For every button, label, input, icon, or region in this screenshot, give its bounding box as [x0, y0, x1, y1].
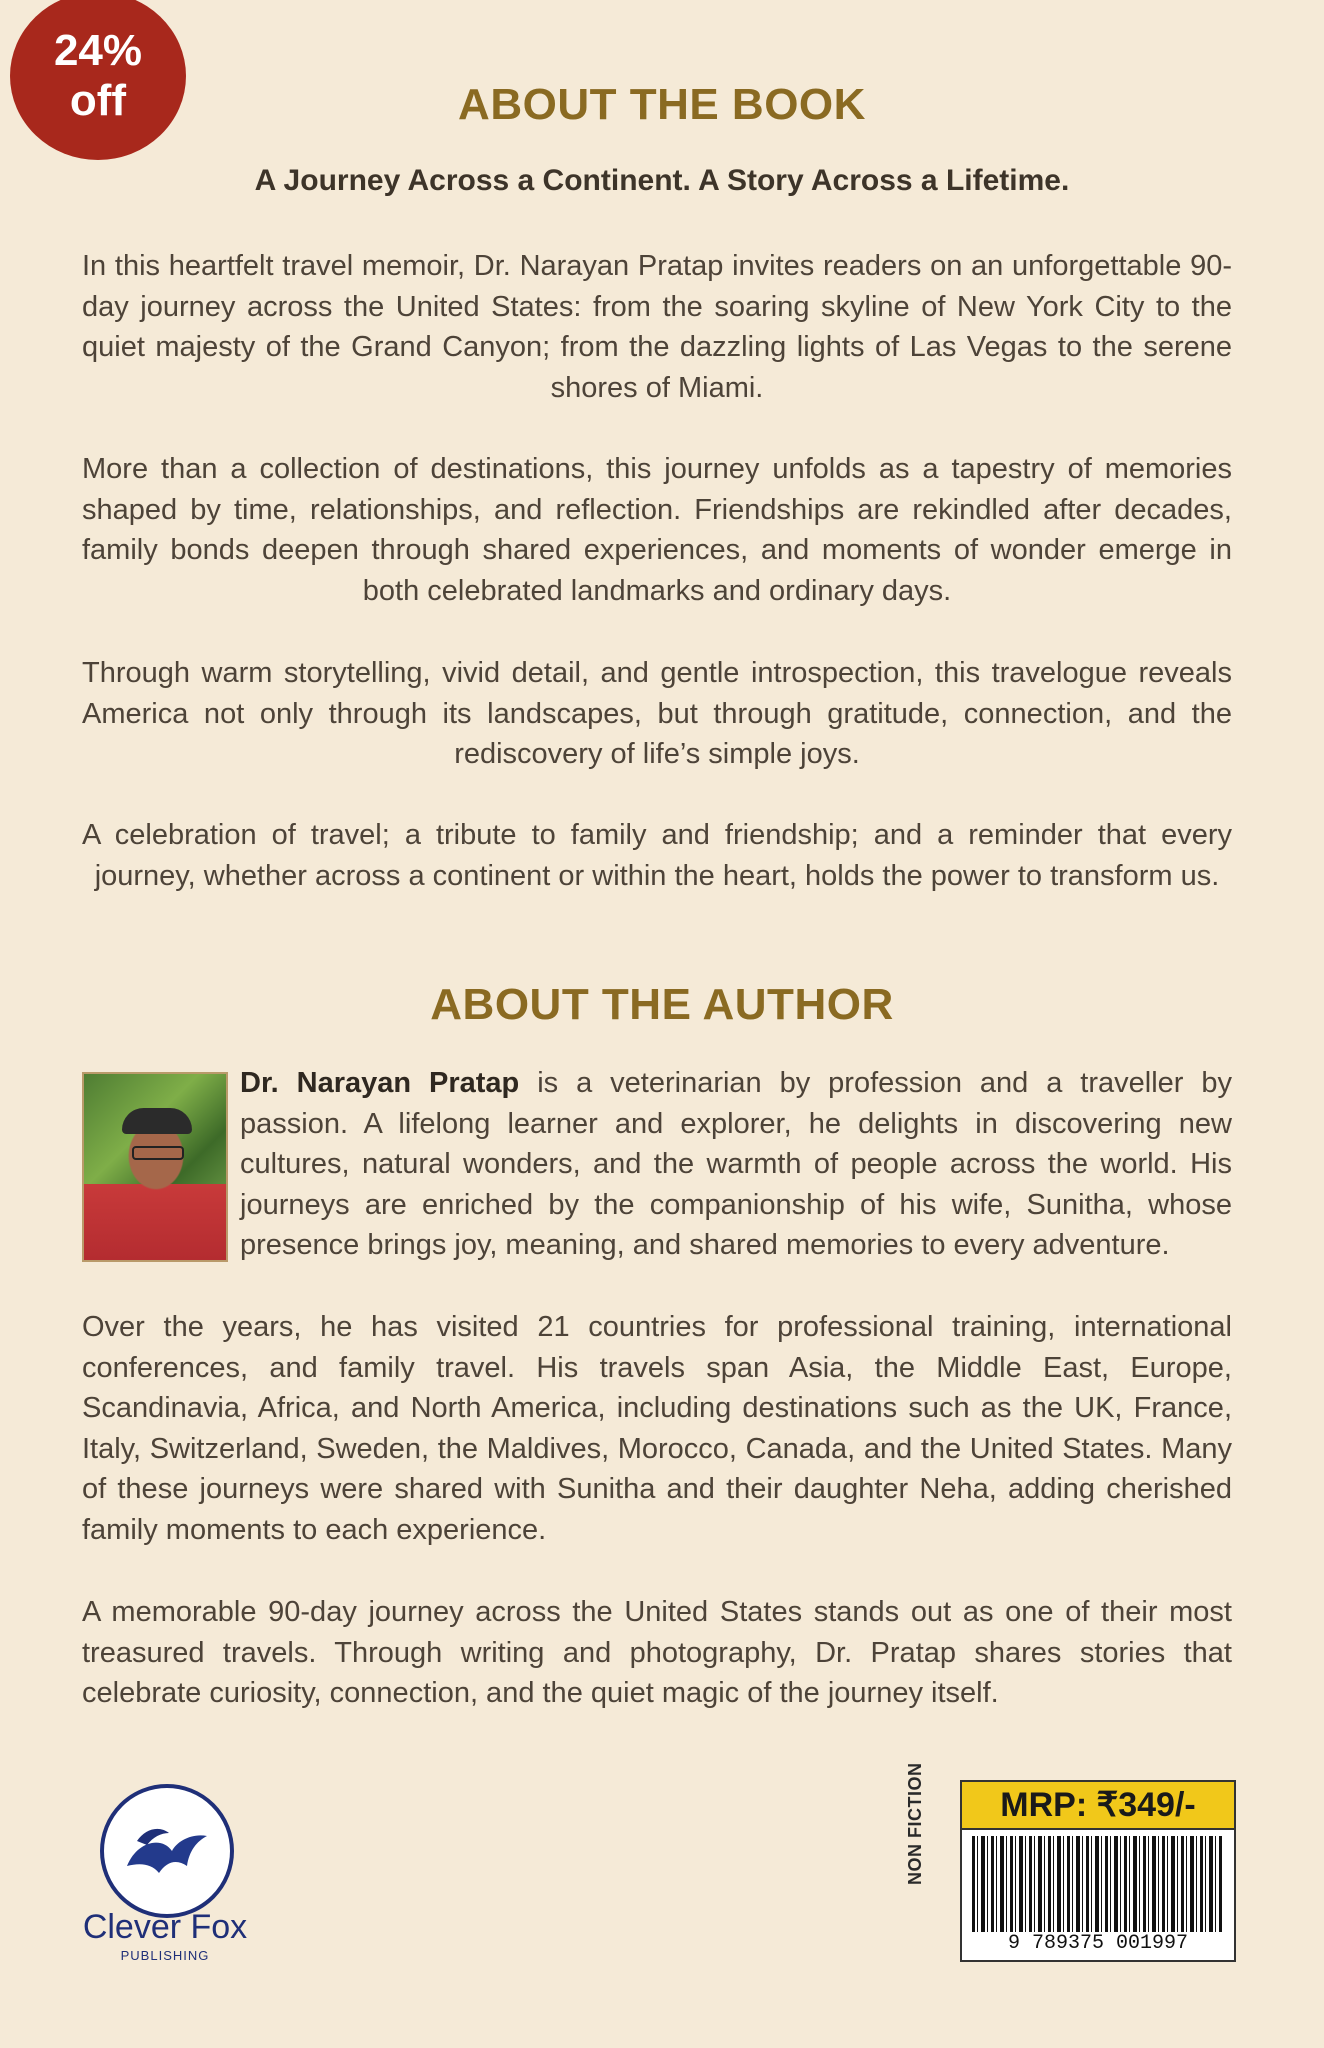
about-author-heading: ABOUT THE AUTHOR: [430, 980, 894, 1029]
glasses-shape: [132, 1146, 184, 1160]
book-paragraph-3: Through warm storytelling, vivid detail, and gentle introspection, this travelogue reveals America not only through its landscapes, but through gratitude, connection, and the rediscovery of life’s simple joys.: [82, 657, 1232, 770]
author-name: Dr. Narayan Pratap: [240, 1067, 520, 1099]
barcode: [972, 1836, 1224, 1934]
isbn-number: 9 789375 001997: [962, 1932, 1234, 1955]
book-paragraph-4: A celebration of travel; a tribute to family and friendship; and a reminder that every journey, whether across a continent or within the heart, holds the power to transform us.: [82, 819, 1232, 892]
genre-label: NON FICTION: [905, 1762, 925, 1885]
discount-percent: 24%: [53, 26, 143, 75]
author-paragraph-1: Over the years, he has visited 21 countries for professional training, international conferences, and family travel. His travels span Asia, the Middle East, Europe, Scandinavia, Africa, and North America, including destinations such as the UK, France, Italy, Switzerland, Sweden, the Maldives, Morocco, Canada, and the United States. Many of these journeys were shared with Sunitha and their daughter Neha, adding cherished family moments to each experience.: [82, 1311, 1232, 1546]
fox-icon: [117, 1811, 217, 1891]
author-intro-text: is a veterinarian by profession and a traveller by passion. A lifelong learner and explorer, he delights in discovering new cultures, natural wonders, and the warmth of people across the world. His journeys are enriched by the companionship of his wife, Sunitha, whose presence brings joy, meaning, and shared memories to every adventure.: [240, 1067, 1233, 1261]
author-photo: [82, 1072, 228, 1262]
book-paragraph-1: In this heartfelt travel memoir, Dr. Narayan Pratap invites readers on an unforgettable 90-day journey across the United States: from the soaring skyline of New York City to the quiet majesty of the Grand Canyon; from the dazzling lights of Las Vegas to the serene shores of Miami.: [82, 250, 1232, 404]
cap-shape: [122, 1108, 192, 1134]
author-intro: [240, 1063, 1232, 1266]
publisher-sub: PUBLISHING: [120, 1948, 210, 1963]
about-book-heading: ABOUT THE BOOK: [458, 80, 866, 129]
price-label: MRP: ₹349/-: [962, 1782, 1234, 1830]
discount-label: off: [69, 76, 127, 125]
publisher-name: Clever Fox: [82, 1908, 248, 1946]
price-barcode-box: [960, 1780, 1236, 1962]
publisher-logo: [100, 1784, 234, 1918]
book-paragraph-2: More than a collection of destinations, this journey unfolds as a tapestry of memories shaped by time, relationships, and reflection. Friendships are rekindled after decades, family bonds deepen through shared experiences, and moments of wonder emerge in both celebrated landmarks and ordinary days.: [82, 453, 1232, 607]
author-paragraph-2: A memorable 90-day journey across the United States stands out as one of their most treasured travels. Through writing and photography, Dr. Pratap shares stories that celebrate curiosity, connection, and the quiet magic of the journey itself.: [82, 1596, 1232, 1709]
book-subtitle: A Journey Across a Continent. A Story Across a Lifetime.: [254, 164, 1070, 197]
